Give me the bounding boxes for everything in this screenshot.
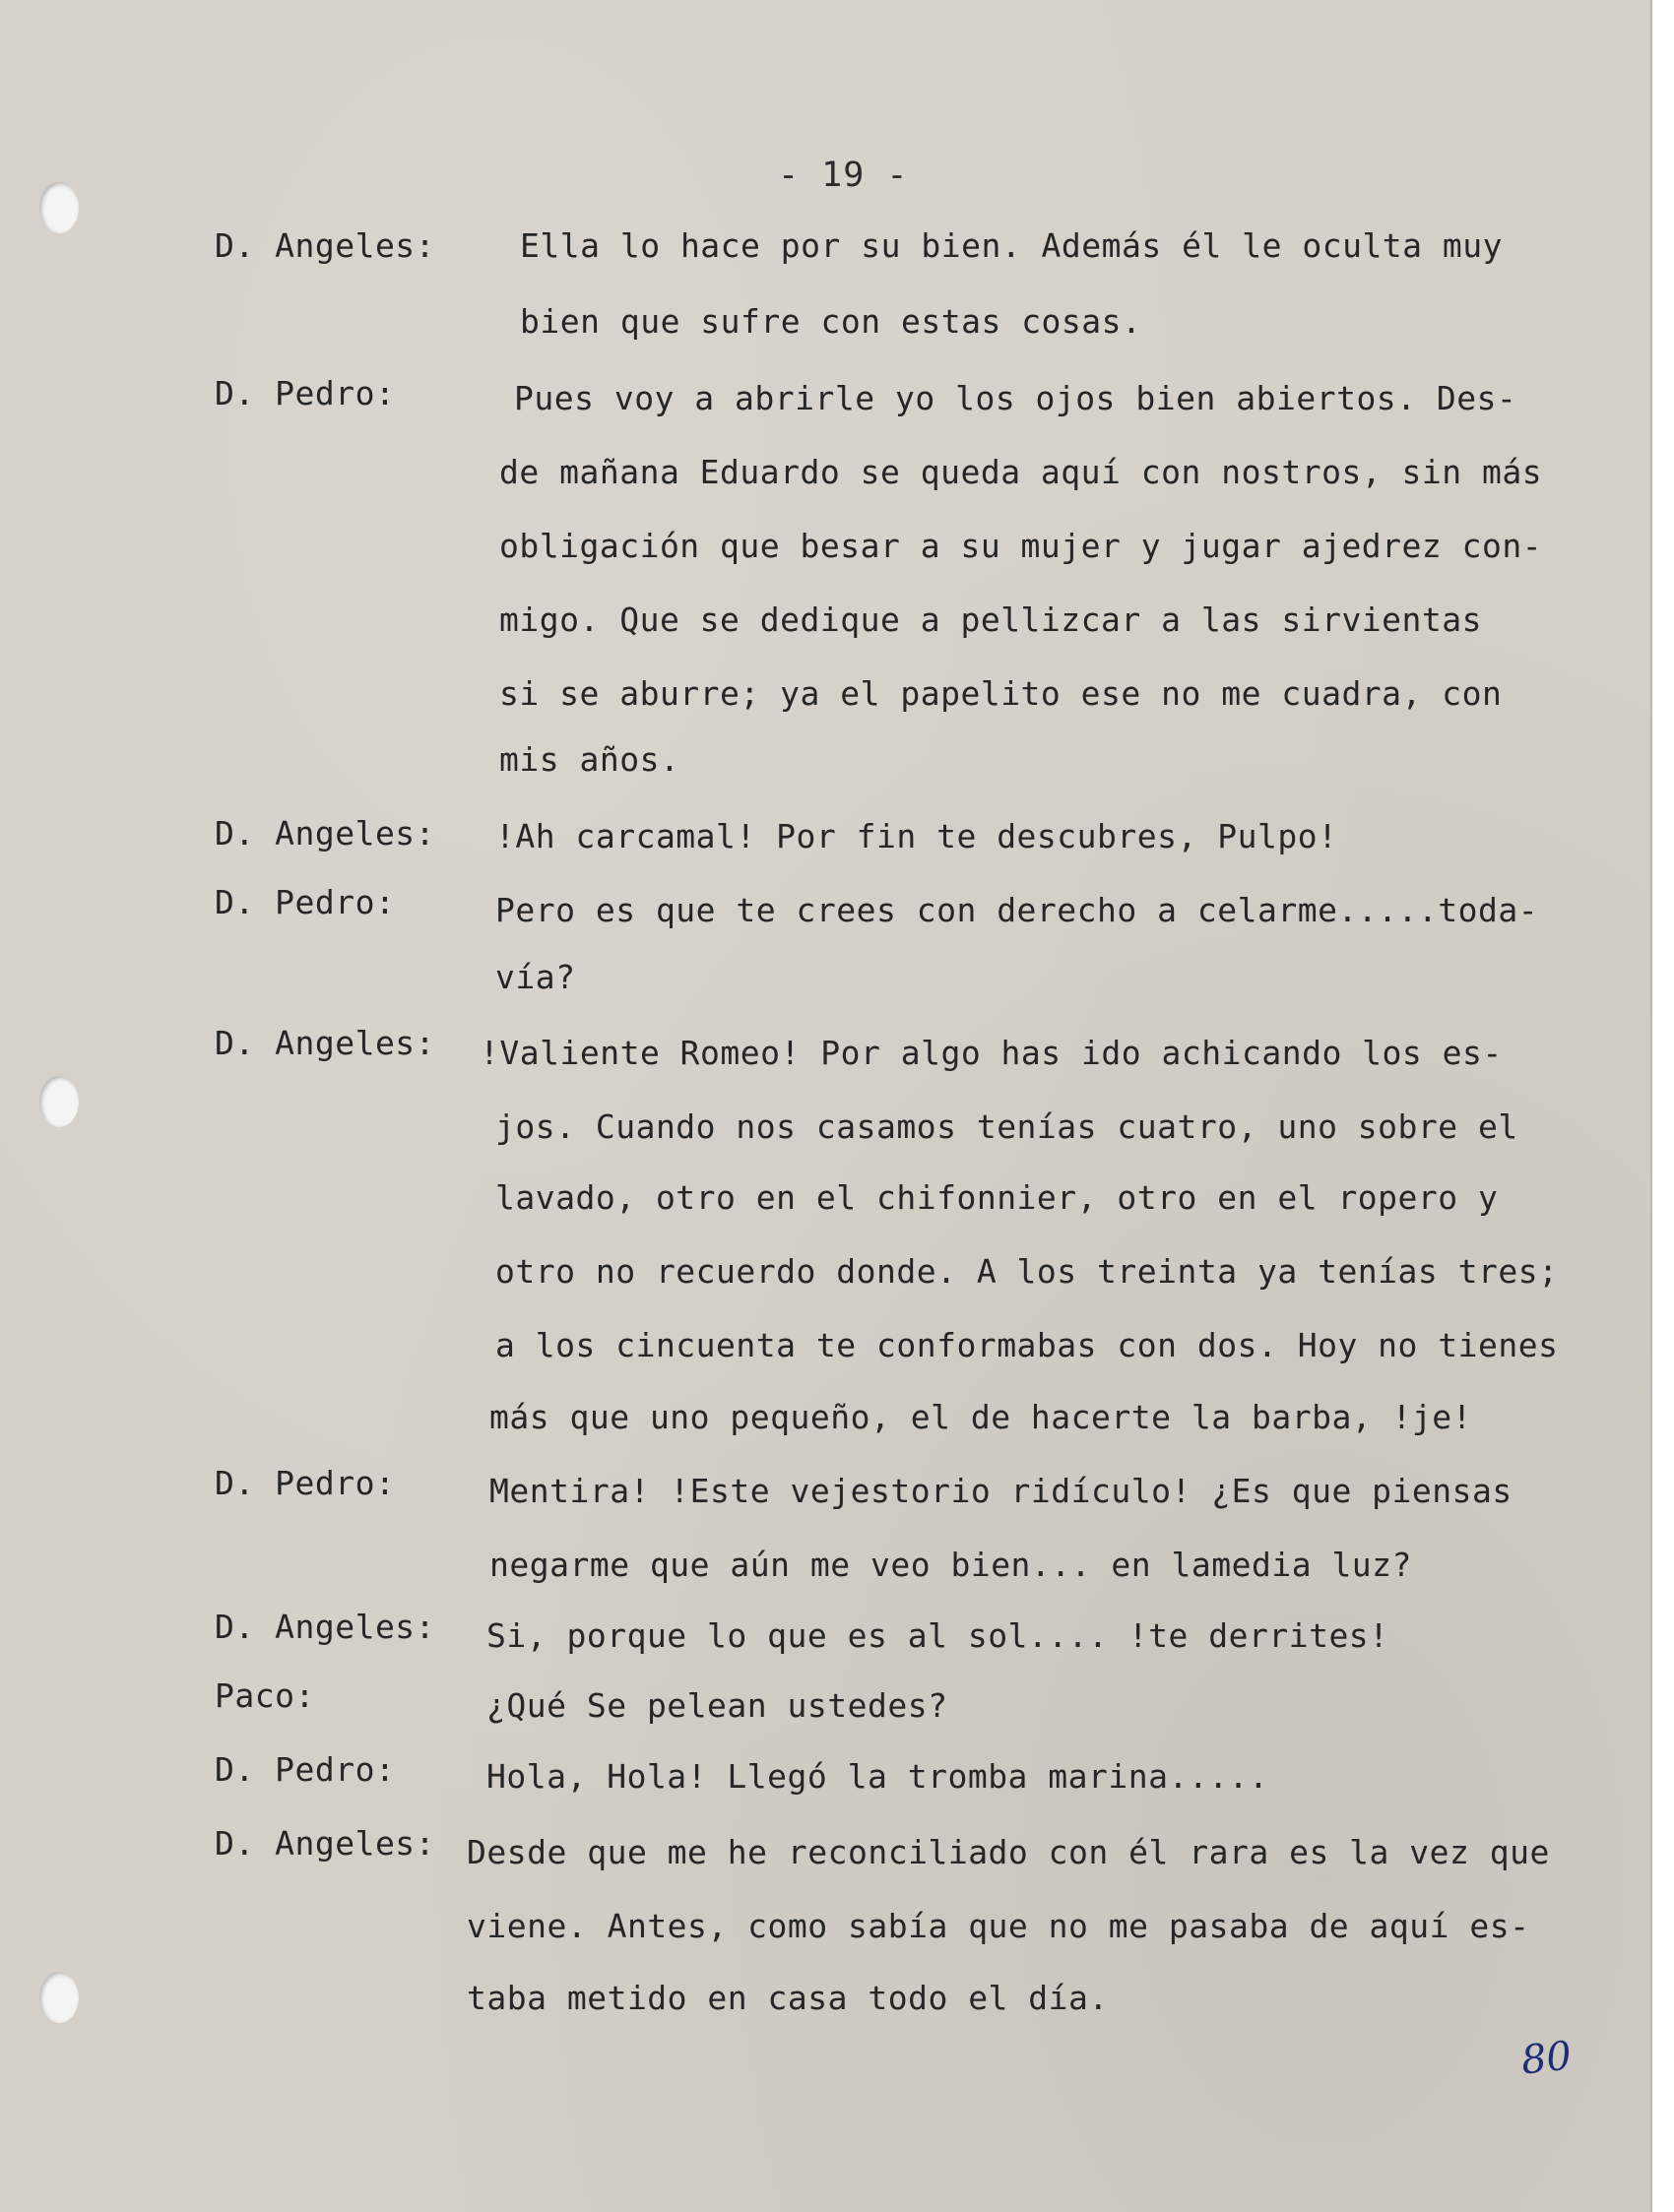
handwritten-folio-number: 80: [1518, 2033, 1575, 2084]
dialogue-line: si se aburre; ya el papelito ese no me cuadra, con: [499, 674, 1503, 713]
dialogue-line: migo. Que se dedique a pellizcar a las sirvientas: [499, 600, 1483, 639]
dialogue-line: Si, porque lo que es al sol.... !te derrites!: [486, 1616, 1389, 1655]
dialogue-line: Ella lo hace por su bien. Además él le oculta muy: [520, 226, 1504, 265]
speaker-name: D. Pedro:: [215, 374, 396, 412]
speaker-name: D. Angeles:: [215, 1024, 436, 1062]
punch-hole: [39, 1972, 79, 2023]
dialogue-line: jos. Cuando nos casamos tenías cuatro, uno sobre el: [495, 1107, 1518, 1146]
dialogue-line: !Ah carcamal! Por fin te descubres, Pulpo!: [495, 817, 1338, 855]
dialogue-line: Pero es que te crees con derecho a celarme.....toda-: [495, 891, 1539, 929]
punch-hole: [39, 182, 79, 233]
punch-hole: [39, 1076, 79, 1127]
dialogue-line: mis años.: [499, 740, 680, 779]
dialogue-line: lavado, otro en el chifonnier, otro en el ropero y: [495, 1178, 1499, 1217]
dialogue-line: más que uno pequeño, el de hacerte la barba, !je!: [489, 1398, 1473, 1436]
dialogue-line: de mañana Eduardo se queda aquí con nostros, sin más: [499, 453, 1543, 491]
dialogue-line: Desde que me he reconciliado con él rara es la vez que: [467, 1833, 1550, 1871]
dialogue-line: obligación que besar a su mujer y jugar ajedrez con-: [499, 527, 1543, 565]
dialogue-line: !Valiente Romeo! Por algo has ido achicando los es-: [480, 1034, 1503, 1072]
dialogue-line: Hola, Hola! Llegó la tromba marina.....: [486, 1757, 1269, 1796]
dialogue-line: Pues voy a abrirle yo los ojos bien abiertos. Des-: [514, 379, 1517, 417]
dialogue-line: ¿Qué Se pelean ustedes?: [486, 1686, 948, 1725]
page-number: - 19 -: [778, 156, 909, 195]
dialogue-line: bien que sufre con estas cosas.: [520, 302, 1142, 341]
dialogue-line: taba metido en casa todo el día.: [467, 1979, 1109, 2017]
speaker-name: D. Angeles:: [215, 814, 436, 853]
speaker-name: D. Angeles:: [215, 1608, 436, 1646]
speaker-name: D. Pedro:: [215, 1750, 396, 1789]
dialogue-line: negarme que aún me veo bien... en lamedia luz?: [489, 1546, 1412, 1584]
dialogue-line: Mentira! !Este vejestorio ridículo! ¿Es que piensas: [489, 1472, 1513, 1510]
speaker-name: D. Angeles:: [215, 226, 436, 265]
dialogue-line: vía?: [495, 958, 576, 996]
speaker-name: Paco:: [215, 1676, 315, 1715]
speaker-name: D. Pedro:: [215, 883, 396, 921]
dialogue-line: otro no recuerdo donde. A los treinta ya tenías tres;: [495, 1252, 1559, 1291]
dialogue-line: a los cincuenta te conformabas con dos. Hoy no tienes: [495, 1326, 1559, 1364]
speaker-name: D. Pedro:: [215, 1464, 396, 1502]
speaker-name: D. Angeles:: [215, 1824, 436, 1863]
dialogue-line: viene. Antes, como sabía que no me pasaba de aquí es-: [467, 1907, 1530, 1945]
